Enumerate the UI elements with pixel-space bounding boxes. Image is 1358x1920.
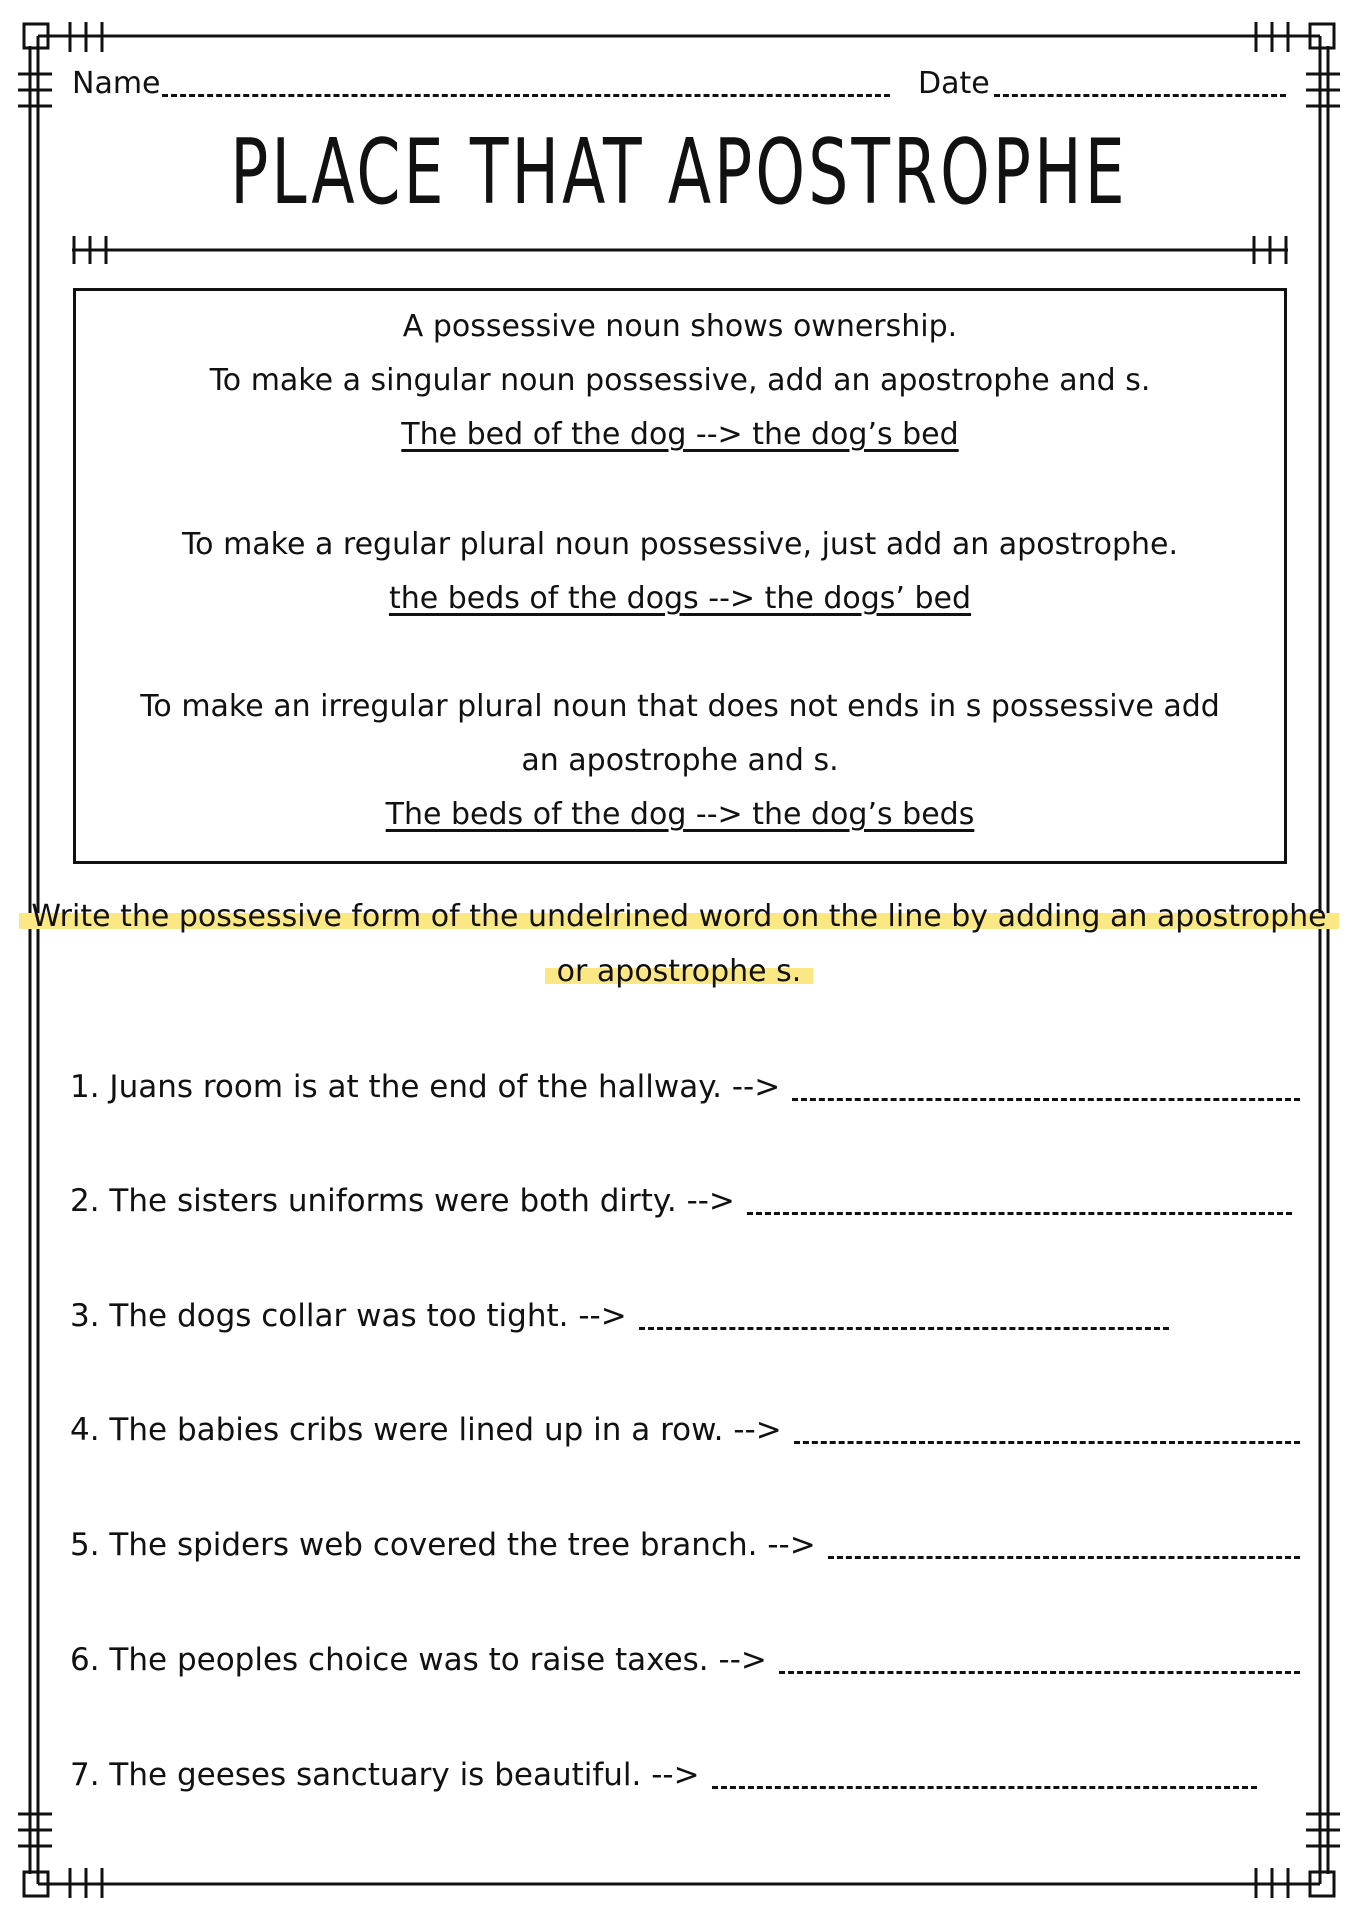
question-item <box>70 1527 1300 1563</box>
answer-field[interactable] <box>639 1327 1169 1330</box>
instructions-text-2: or apostrophe s. <box>545 954 814 989</box>
question-text: 5. The spiders web covered the tree branch. --> <box>70 1527 816 1563</box>
instructions-text-1: Write the possessive form of the undelrined word on the line by adding an apostrophe <box>19 899 1338 934</box>
question-item <box>70 1069 1300 1105</box>
question-text: 1. Juans room is at the end of the hallway. --> <box>70 1069 781 1105</box>
rule-text <box>73 363 1287 398</box>
answer-field[interactable] <box>794 1441 1300 1444</box>
question-text: 7. The geeses sanctuary is beautiful. --> <box>70 1757 700 1793</box>
instructions-line-2 <box>0 954 1358 989</box>
question-item <box>70 1642 1300 1678</box>
rule-text <box>73 309 1287 344</box>
rule-line-text: an apostrophe and s. <box>521 743 839 778</box>
rule-line-text: To make a singular noun possessive, add an apostrophe and s. <box>209 363 1151 398</box>
answer-field[interactable] <box>779 1671 1300 1674</box>
rule-line-text: To make a regular plural noun possessive, just add an apostrophe. <box>181 527 1179 562</box>
question-item <box>70 1298 1169 1334</box>
rule-line-text: The bed of the dog --> the dog’s bed <box>401 417 959 452</box>
answer-field[interactable] <box>828 1556 1300 1559</box>
answer-field[interactable] <box>712 1786 1257 1789</box>
question-text: 3. The dogs collar was too tight. --> <box>70 1298 627 1334</box>
question-item <box>70 1412 1300 1448</box>
rule-text <box>73 527 1287 562</box>
instructions-line-1 <box>0 899 1358 934</box>
rule-example <box>73 581 1287 616</box>
rule-text <box>73 743 1287 778</box>
name-label: Name <box>72 66 161 101</box>
rule-line-text: the beds of the dogs --> the dogs’ bed <box>388 581 972 616</box>
rule-line-text: A possessive noun shows ownership. <box>402 309 958 344</box>
question-text: 4. The babies cribs were lined up in a row. --> <box>70 1412 782 1448</box>
rule-line-text: The beds of the dog --> the dog’s beds <box>385 797 975 832</box>
answer-field[interactable] <box>747 1212 1292 1215</box>
question-text: 6. The peoples choice was to raise taxes. --> <box>70 1642 767 1678</box>
rule-example <box>73 797 1287 832</box>
page-title: PLACE THAT APOSTROPHE <box>230 120 1128 225</box>
rule-line-text: To make an irregular plural noun that does not ends in s possessive add <box>140 689 1220 724</box>
question-item <box>70 1757 1257 1793</box>
rule-text <box>73 689 1287 724</box>
date-field[interactable] <box>994 94 1286 97</box>
date-label: Date <box>918 66 990 101</box>
question-item <box>70 1183 1292 1219</box>
name-field[interactable] <box>162 94 890 97</box>
rule-example <box>73 417 1287 452</box>
answer-field[interactable] <box>792 1098 1300 1101</box>
question-text: 2. The sisters uniforms were both dirty. --> <box>70 1183 735 1219</box>
